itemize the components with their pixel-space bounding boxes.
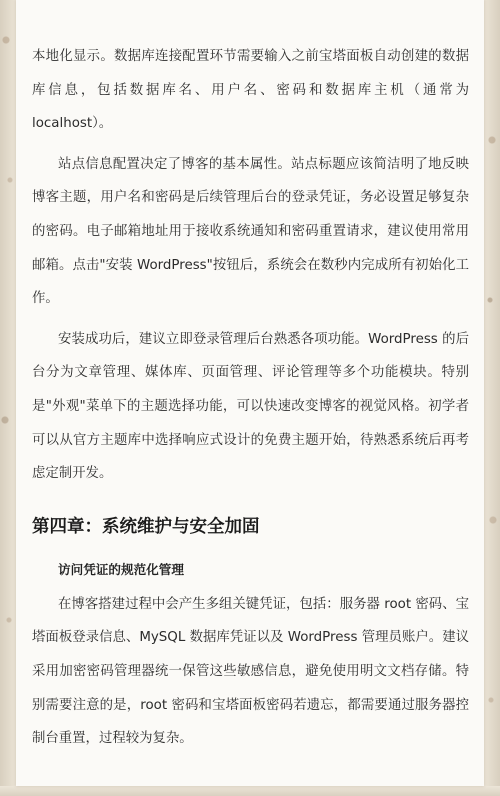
page-border-bottom xyxy=(0,786,500,796)
document-content xyxy=(32,40,469,763)
document-page xyxy=(16,0,484,786)
paragraph: 安装成功后，建议立即登录管理后台熟悉各项功能。WordPress 的后台分为文章管理、媒体库、页面管理、评论管理等多个功能模块。特别是"外观"菜单下的主题选择功能，可以快速改变博客的视觉风格。初学者可以从官方主题库中选择响应式设计的免费主题开始，待熟悉系统后再考虑定制开发。 xyxy=(32,331,469,482)
page-border-left xyxy=(0,0,16,796)
page-border-right xyxy=(484,0,500,796)
section-heading: 访问凭证的规范化管理 xyxy=(58,561,184,577)
paragraph: 本地化显示。数据库连接配置环节需要输入之前宝塔面板自动创建的数据库信息，包括数据库名、用户名、密码和数据库主机（通常为 localhost）。 xyxy=(32,49,469,132)
paragraph: 在博客搭建过程中会产生多组关键凭证，包括：服务器 root 密码、宝塔面板登录信息、MySQL 数据库凭证以及 WordPress 管理员账户。建议采用加密密码管理器统一保管这些敏感信息，避免使用明文文档存储。特别需要注意的是，root 密码和宝塔面板密码若遗忘，都需要通过服务器控制台重置，过程较为复杂。 xyxy=(32,596,469,747)
chapter-heading: 第四章：系统维护与安全加固 xyxy=(32,516,260,537)
paragraph: 站点信息配置决定了博客的基本属性。站点标题应该简洁明了地反映博客主题，用户名和密码是后续管理后台的登录凭证，务必设置足够复杂的密码。电子邮箱地址用于接收系统通知和密码重置请求，建议使用常用邮箱。点击"安装 WordPress"按钮后，系统会在数秒内完成所有初始化工作。 xyxy=(32,156,469,307)
